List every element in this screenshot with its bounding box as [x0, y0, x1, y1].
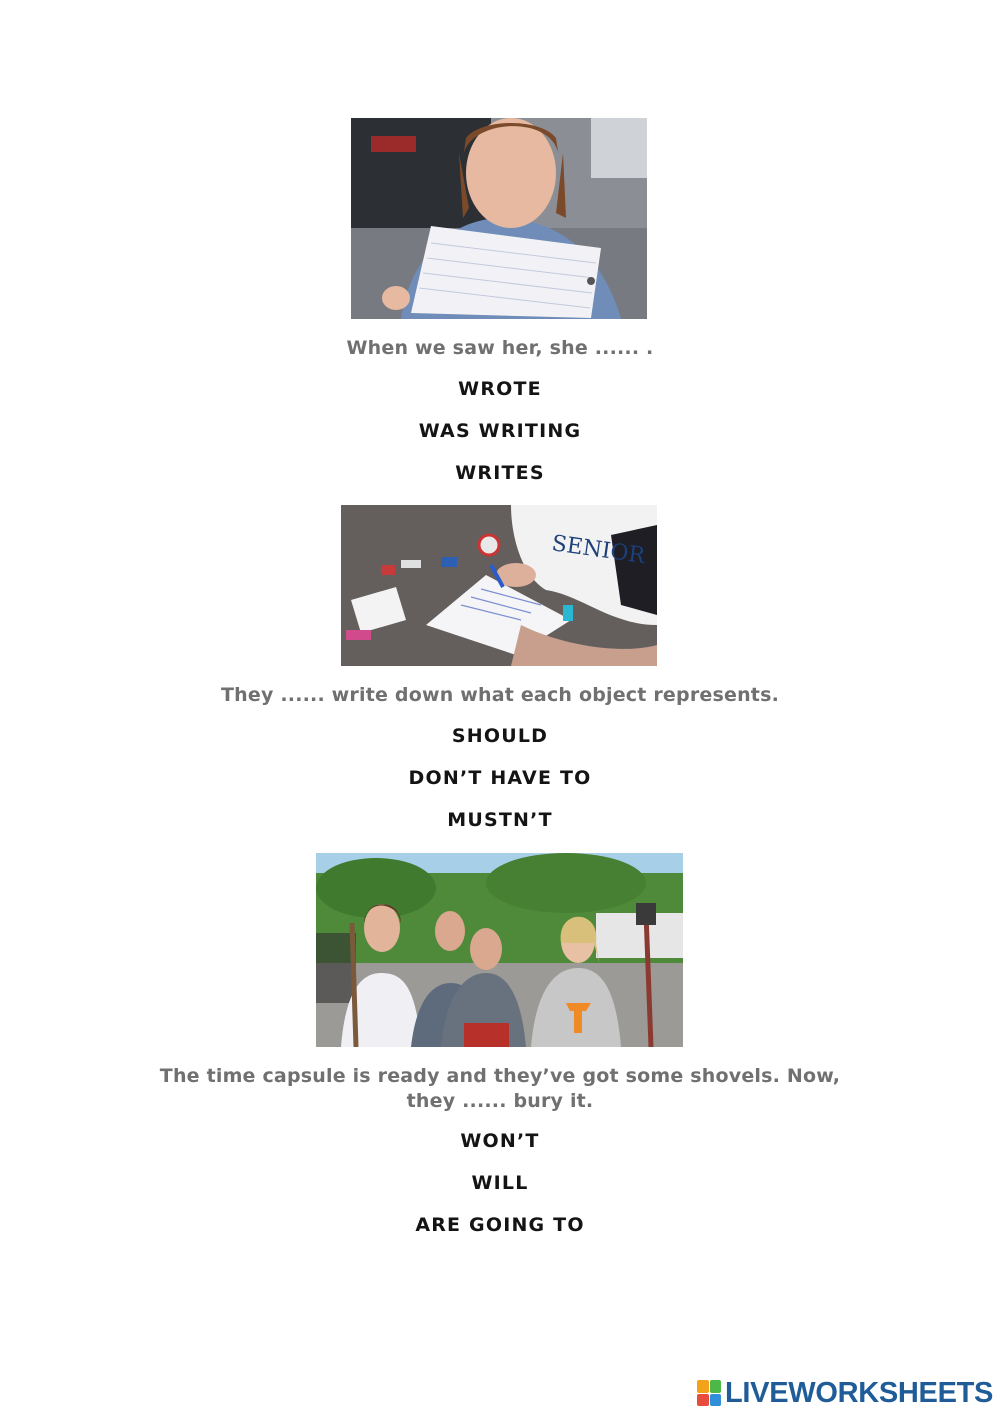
question-1-option-3[interactable]: WRITES [455, 462, 545, 484]
question-1-prompt: When we saw her, she ...... . [346, 337, 654, 359]
logo-tile-e [710, 1394, 722, 1407]
liveworksheets-wordmark: LIVEWORKSHEETS [725, 1376, 994, 1409]
question-1-option-1[interactable]: WROTE [458, 378, 542, 400]
question-1-photo [351, 118, 647, 319]
question-1-option-2[interactable]: WAS WRITING [418, 420, 582, 442]
question-2-prompt: They ...... write down what each object represents. [220, 684, 780, 706]
question-2-photo [341, 505, 657, 666]
photo-writing-notes-icon [341, 505, 657, 666]
liveworksheets-brand [697, 1378, 993, 1408]
photo-girl-holding-paper-icon [351, 118, 647, 319]
logo-tile-v [697, 1394, 709, 1407]
question-3-prompt: The time capsule is ready and they’ve got some shovels. Now, they ...... bury it. [159, 1065, 841, 1112]
question-3-option-2[interactable]: WILL [471, 1172, 529, 1194]
svg-text:SENIOR: SENIOR [550, 531, 647, 569]
logo-tile-l [697, 1380, 709, 1393]
question-2-option-1[interactable]: SHOULD [451, 725, 549, 747]
question-3-option-3[interactable]: ARE GOING TO [415, 1214, 585, 1236]
question-2-option-3[interactable]: MUSTN’T [447, 809, 553, 831]
liveworksheets-logo-icon [697, 1380, 721, 1406]
question-3-option-1[interactable]: WON’T [460, 1130, 540, 1152]
question-3-photo [316, 853, 683, 1047]
question-2-option-2[interactable]: DON’T HAVE TO [408, 767, 592, 789]
photo-girls-with-shovels-icon [316, 853, 683, 1047]
logo-tile-i [710, 1380, 722, 1393]
